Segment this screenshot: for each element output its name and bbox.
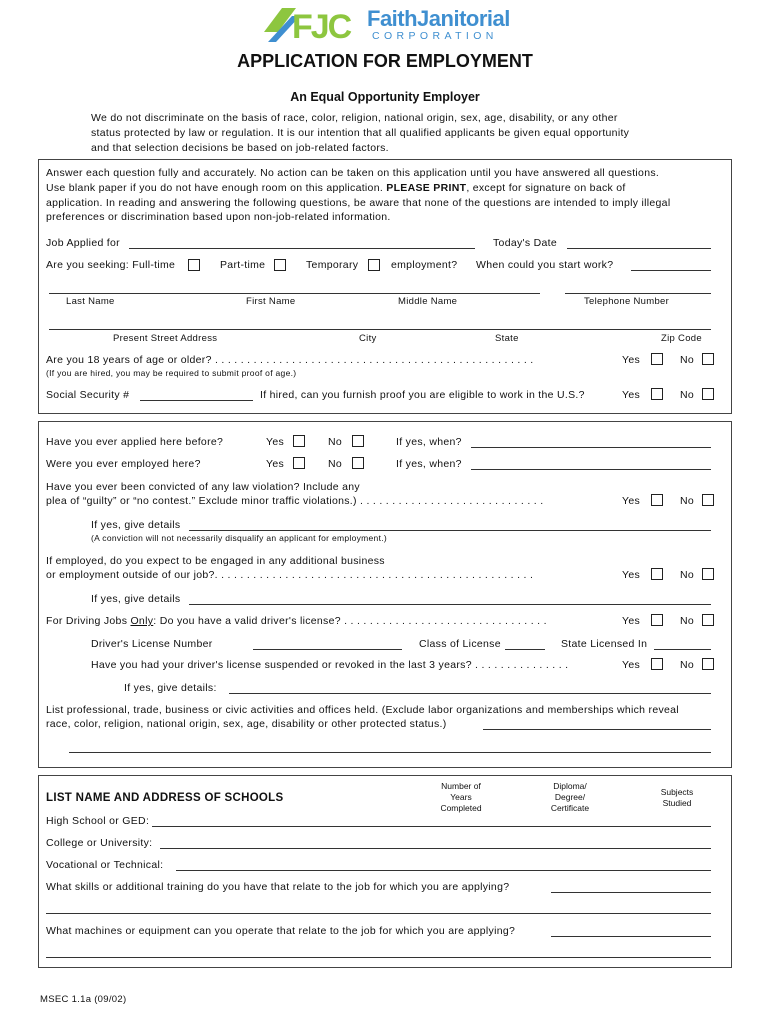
city-label: City [359, 333, 377, 344]
license-class-label: Class of License [419, 638, 501, 650]
employed-no-label: No [328, 458, 343, 470]
engaged-no-label: No [680, 569, 695, 581]
intro-line-3: and that selection decisions be based on job-related factors. [91, 142, 389, 154]
page-subtitle: An Equal Opportunity Employer [290, 90, 480, 104]
engaged-no-checkbox[interactable] [702, 568, 714, 580]
applied-no-label: No [328, 436, 343, 448]
license-number-field[interactable] [253, 649, 402, 650]
subjects-header: Subjects Studied [660, 787, 694, 808]
applied-yes-checkbox[interactable] [293, 435, 305, 447]
conviction-details-label: If yes, give details [91, 519, 181, 531]
todays-date-field[interactable] [567, 248, 711, 249]
engaged-yes-label: Yes [622, 569, 641, 581]
telephone-label: Telephone Number [584, 296, 670, 307]
suspended-no-label: No [680, 659, 695, 671]
license-number-label: Driver's License Number [91, 638, 213, 650]
part-time-checkbox[interactable] [274, 259, 286, 271]
eligible-no-label: No [680, 389, 695, 401]
activities-question-1: List professional, trade, business or civic activities and offices held. (Exclude labor organizations and memberships which reveal [46, 704, 679, 716]
seeking-label: Are you seeking: Full-time [46, 259, 176, 271]
college-label: College or University: [46, 837, 153, 849]
suspended-no-checkbox[interactable] [702, 658, 714, 670]
convicted-no-checkbox[interactable] [702, 494, 714, 506]
instructions-line-2: Use blank paper if you do not have enough room on this application. PLEASE PRINT, except for signature on back of [46, 182, 626, 194]
suspended-details-field[interactable] [229, 693, 711, 694]
name-field[interactable] [49, 293, 540, 294]
age-no-label: No [680, 354, 695, 366]
applied-when-label: If yes, when? [396, 436, 462, 448]
driving-question: For Driving Jobs Only: Do you have a valid driver's license? . . . . . . . . . . . . . . . . . . . . . . . . . . . . . . . . [46, 615, 547, 627]
start-work-label: When could you start work? [476, 259, 614, 271]
diploma-header: Diploma/ Degree/ Certificate [550, 781, 590, 813]
logo-name: FaithJanitorial [367, 6, 510, 31]
driving-no-checkbox[interactable] [702, 614, 714, 626]
convicted-no-label: No [680, 495, 695, 507]
high-school-label: High School or GED: [46, 815, 150, 827]
vocational-field[interactable] [176, 870, 711, 871]
age-yes-checkbox[interactable] [651, 353, 663, 365]
job-applied-field[interactable] [129, 248, 475, 249]
driving-yes-checkbox[interactable] [651, 614, 663, 626]
machines-field-2[interactable] [46, 957, 711, 958]
convicted-question-2: plea of “guilty” or “no contest.” Exclude minor traffic violations.) . . . . . . . . . . . . . . . . . . . . . . . . . . . . . [46, 495, 544, 507]
applied-yes-label: Yes [266, 436, 285, 448]
suspended-question: Have you had your driver's license suspended or revoked in the last 3 years? . . . . . . . . . . . . . . . [91, 659, 569, 671]
employed-yes-checkbox[interactable] [293, 457, 305, 469]
convicted-yes-checkbox[interactable] [651, 494, 663, 506]
employed-no-checkbox[interactable] [352, 457, 364, 469]
last-name-label: Last Name [66, 296, 115, 307]
zip-label: Zip Code [661, 333, 702, 344]
start-work-field[interactable] [631, 270, 711, 271]
machines-question: What machines or equipment can you operate that relate to the job for which you are applying? [46, 925, 516, 937]
intro-line-2: status protected by law or regulation. It is our intention that all qualified applicants be given equal opportunity [91, 127, 630, 139]
activities-field-2[interactable] [69, 752, 711, 753]
job-applied-label: Job Applied for [46, 237, 120, 249]
convicted-yes-label: Yes [622, 495, 641, 507]
skills-field-1[interactable] [551, 892, 711, 893]
suspended-details-label: If yes, give details: [124, 682, 217, 694]
applied-before-question: Have you ever applied here before? [46, 436, 224, 448]
employed-when-field[interactable] [471, 469, 711, 470]
engaged-question-1: If employed, do you expect to be engaged in any additional business [46, 555, 385, 567]
employment-label: employment? [391, 259, 458, 271]
fjc-logo-mark [262, 2, 362, 46]
instructions-line-1: Answer each question fully and accurately. No action can be taken on this application until you have answered all questions. [46, 167, 660, 179]
todays-date-label: Today's Date [493, 237, 557, 249]
years-completed-header: Number of Years Completed [440, 781, 482, 813]
license-class-field[interactable] [505, 649, 545, 650]
first-name-label: First Name [246, 296, 296, 307]
temporary-label: Temporary [306, 259, 359, 271]
temporary-checkbox[interactable] [368, 259, 380, 271]
conviction-details-field[interactable] [189, 530, 711, 531]
address-field[interactable] [49, 329, 711, 330]
middle-name-label: Middle Name [398, 296, 458, 307]
eligible-yes-label: Yes [622, 389, 641, 401]
driving-no-label: No [680, 615, 695, 627]
convicted-question-1: Have you ever been convicted of any law violation? Include any [46, 481, 360, 493]
machines-field-1[interactable] [551, 936, 711, 937]
instructions-line-3: application. In reading and answering the following questions, be aware that none of the questions are intended to imply illegal [46, 197, 671, 209]
instructions-line-4: preferences or discrimination based upon non-job-related information. [46, 211, 391, 223]
high-school-field[interactable] [152, 826, 711, 827]
engaged-details-field[interactable] [189, 604, 711, 605]
age-note: (If you are hired, you may be required to submit proof of age.) [46, 368, 297, 378]
employed-when-label: If yes, when? [396, 458, 462, 470]
engaged-details-label: If yes, give details [91, 593, 181, 605]
activities-question-2: race, color, religion, national origin, sex, age, disability or other protected status.) [46, 718, 447, 730]
engaged-question-2: or employment outside of our job?. . . . . . . . . . . . . . . . . . . . . . . . . . . . . . . . . . . . . . . . . . . . . . . . . . [46, 569, 534, 581]
schools-heading: LIST NAME AND ADDRESS OF SCHOOLS [46, 792, 284, 804]
conviction-note: (A conviction will not necessarily disqualify an applicant for employment.) [91, 533, 388, 543]
activities-field-1[interactable] [483, 729, 711, 730]
full-time-checkbox[interactable] [188, 259, 200, 271]
page-title: APPLICATION FOR EMPLOYMENT [237, 51, 533, 71]
skills-question: What skills or additional training do you have that relate to the job for which you are applying? [46, 881, 510, 893]
college-field[interactable] [160, 848, 711, 849]
part-time-label: Part-time [220, 259, 266, 271]
eligible-no-checkbox[interactable] [702, 388, 714, 400]
applied-no-checkbox[interactable] [352, 435, 364, 447]
telephone-field[interactable] [565, 293, 711, 294]
age-yes-label: Yes [622, 354, 641, 366]
applied-when-field[interactable] [471, 447, 711, 448]
driving-yes-label: Yes [622, 615, 641, 627]
suspended-yes-checkbox[interactable] [651, 658, 663, 670]
age-question: Are you 18 years of age or older? . . . . . . . . . . . . . . . . . . . . . . . . . . . . . . . . . . . . . . . . . . . . . . . . . . [46, 354, 534, 366]
vocational-label: Vocational or Technical: [46, 859, 164, 871]
eligible-question: If hired, can you furnish proof you are eligible to work in the U.S.? [260, 389, 585, 401]
state-licensed-field[interactable] [654, 649, 711, 650]
intro-line-1: We do not discriminate on the basis of race, color, religion, national origin, sex, age, disability, or any other [91, 112, 618, 124]
state-label: State [495, 333, 519, 344]
form-code: MSEC 1.1a (09/02) [40, 994, 127, 1005]
logo-sub: CORPORATION [372, 30, 498, 42]
employed-before-question: Were you ever employed here? [46, 458, 201, 470]
logo-mark-text: FJC [292, 8, 351, 46]
skills-field-2[interactable] [46, 913, 711, 914]
suspended-yes-label: Yes [622, 659, 641, 671]
eligible-yes-checkbox[interactable] [651, 388, 663, 400]
engaged-yes-checkbox[interactable] [651, 568, 663, 580]
street-label: Present Street Address [113, 333, 218, 344]
employed-yes-label: Yes [266, 458, 285, 470]
state-licensed-label: State Licensed In [561, 638, 648, 650]
ssn-field[interactable] [140, 400, 253, 401]
ssn-label: Social Security # [46, 389, 130, 401]
age-no-checkbox[interactable] [702, 353, 714, 365]
